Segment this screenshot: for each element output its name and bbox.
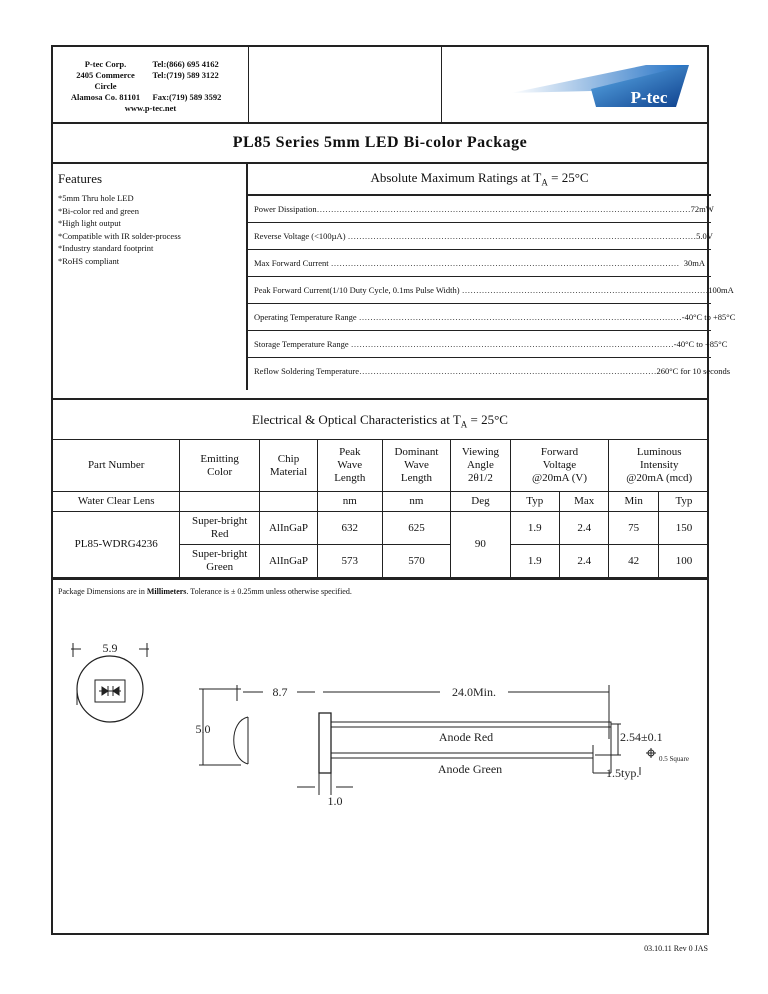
units-row: Water Clear Lens nm nm Deg Typ Max Min Typ [53, 492, 709, 512]
header-voltage: Forward Voltage @20mA (V) [510, 440, 609, 492]
header-peak: Peak Wave Length [318, 440, 383, 492]
eo-title: Electrical & Optical Characteristics at $T_A = 25^\circ C$ [252, 412, 508, 430]
website: www.p-tec.net [124, 103, 177, 113]
package-note: Package Dimensions are in Millimeters. Tolerance is ± 0.25mm unless otherwise specified. [58, 587, 352, 596]
ptec-logo [441, 47, 709, 122]
fax: Fax:(719) 589 3592 [152, 92, 222, 102]
dim-flange: 1.0 [327, 794, 343, 808]
phone-1: Tel:(866) 695 4162 [152, 59, 219, 69]
header-row [53, 440, 709, 492]
rating-row: Operating Temperature Range …………………………………………………………………………………………………… -40°C to +85°C [248, 304, 711, 331]
dim-height: 5.0 [195, 722, 211, 736]
page-title: PL85 Series 5mm LED Bi-color Package [232, 134, 528, 151]
features-list [58, 192, 181, 267]
lead-green-label: Anode Green [437, 762, 503, 776]
revision-footer: 03.10.11 Rev 0 JAS [644, 944, 708, 953]
feature-item: *Industry standard footprint [58, 243, 154, 253]
dim-typ: 1.5typ. [606, 766, 640, 780]
rating-row: Peak Forward Current(1/10 Duty Cycle, 0.1ms Pulse Width) …………………………………………………………………………… 100mA [248, 277, 711, 304]
header-color: Emitting Color [180, 440, 260, 492]
header-dominant: Dominant Wave Length [382, 440, 451, 492]
part-number: PL85-WDRG4236 [53, 512, 180, 578]
company-info [53, 47, 249, 122]
features-heading: Features [58, 171, 103, 186]
dim-pitch: 2.54±0.1 [620, 730, 663, 744]
header-viewing: Viewing Angle 2θ1/2 [451, 440, 510, 492]
logo-text: P-tec [630, 88, 668, 107]
lens-type: Water Clear Lens [53, 492, 180, 512]
dim-lead-length: 24.0Min. [451, 685, 497, 699]
feature-item: *Bi-color red and green [58, 205, 139, 216]
dim-square: 0.5 Square [659, 755, 689, 763]
table-row: Super-bright Green AlInGaP 573 570 1.9 2.4 42 100 [53, 545, 709, 578]
eo-table [53, 439, 709, 578]
feature-item: *Compatible with IR solder-process [58, 230, 181, 241]
rating-row: Max Forward Current …………………………………………………………………………………………………………… 30mA [248, 250, 711, 277]
address-line-1: 2405 Commerce Circle [76, 70, 135, 91]
rating-row: Power Dissipation …………………………………………………………………………………………………………………… 72mW [248, 196, 711, 223]
dim-diameter: 5.9 [102, 641, 118, 655]
datasheet-frame [51, 45, 736, 935]
rating-row: Reverse Voltage (<100µA) …………………………………………………………………………………………………………… 5.0V [248, 223, 711, 250]
company-name: P-tec Corp. [84, 59, 127, 69]
absolute-max-ratings [246, 162, 736, 390]
ratings-title: Absolute Maximum Ratings at $T_A = 25^\circ C$ [248, 162, 711, 196]
header-blank-box [249, 47, 442, 122]
table-row: PL85-WDRG4236 Super-bright Red AlInGaP 632 625 90 1.9 2.4 75 150 [53, 512, 709, 545]
viewing-angle: 90 [451, 512, 510, 578]
rating-row: Storage Temperature Range …………………………………………………………………………………………………… -40°C to +85°C [248, 331, 711, 358]
feature-item: *RoHS compliant [58, 255, 120, 266]
header-part: Part Number [53, 440, 180, 492]
feature-item: *High light output [58, 218, 121, 228]
phone-2: Tel:(719) 589 3122 [152, 70, 219, 80]
header-chip: Chip Material [259, 440, 317, 492]
feature-item: *5mm Thru hole LED [58, 193, 134, 203]
rating-row: Reflow Soldering Temperature …………………………………………………………………………………………… 260°C for 10 seconds [254, 366, 731, 376]
package-drawing [53, 627, 707, 808]
header-intensity: Luminous Intensity @20mA (mcd) [609, 440, 709, 492]
dim-body-length: 8.7 [272, 685, 288, 699]
address-line-2: Alamosa Co. 81101 [70, 92, 141, 102]
lead-red-label: Anode Red [438, 730, 494, 744]
